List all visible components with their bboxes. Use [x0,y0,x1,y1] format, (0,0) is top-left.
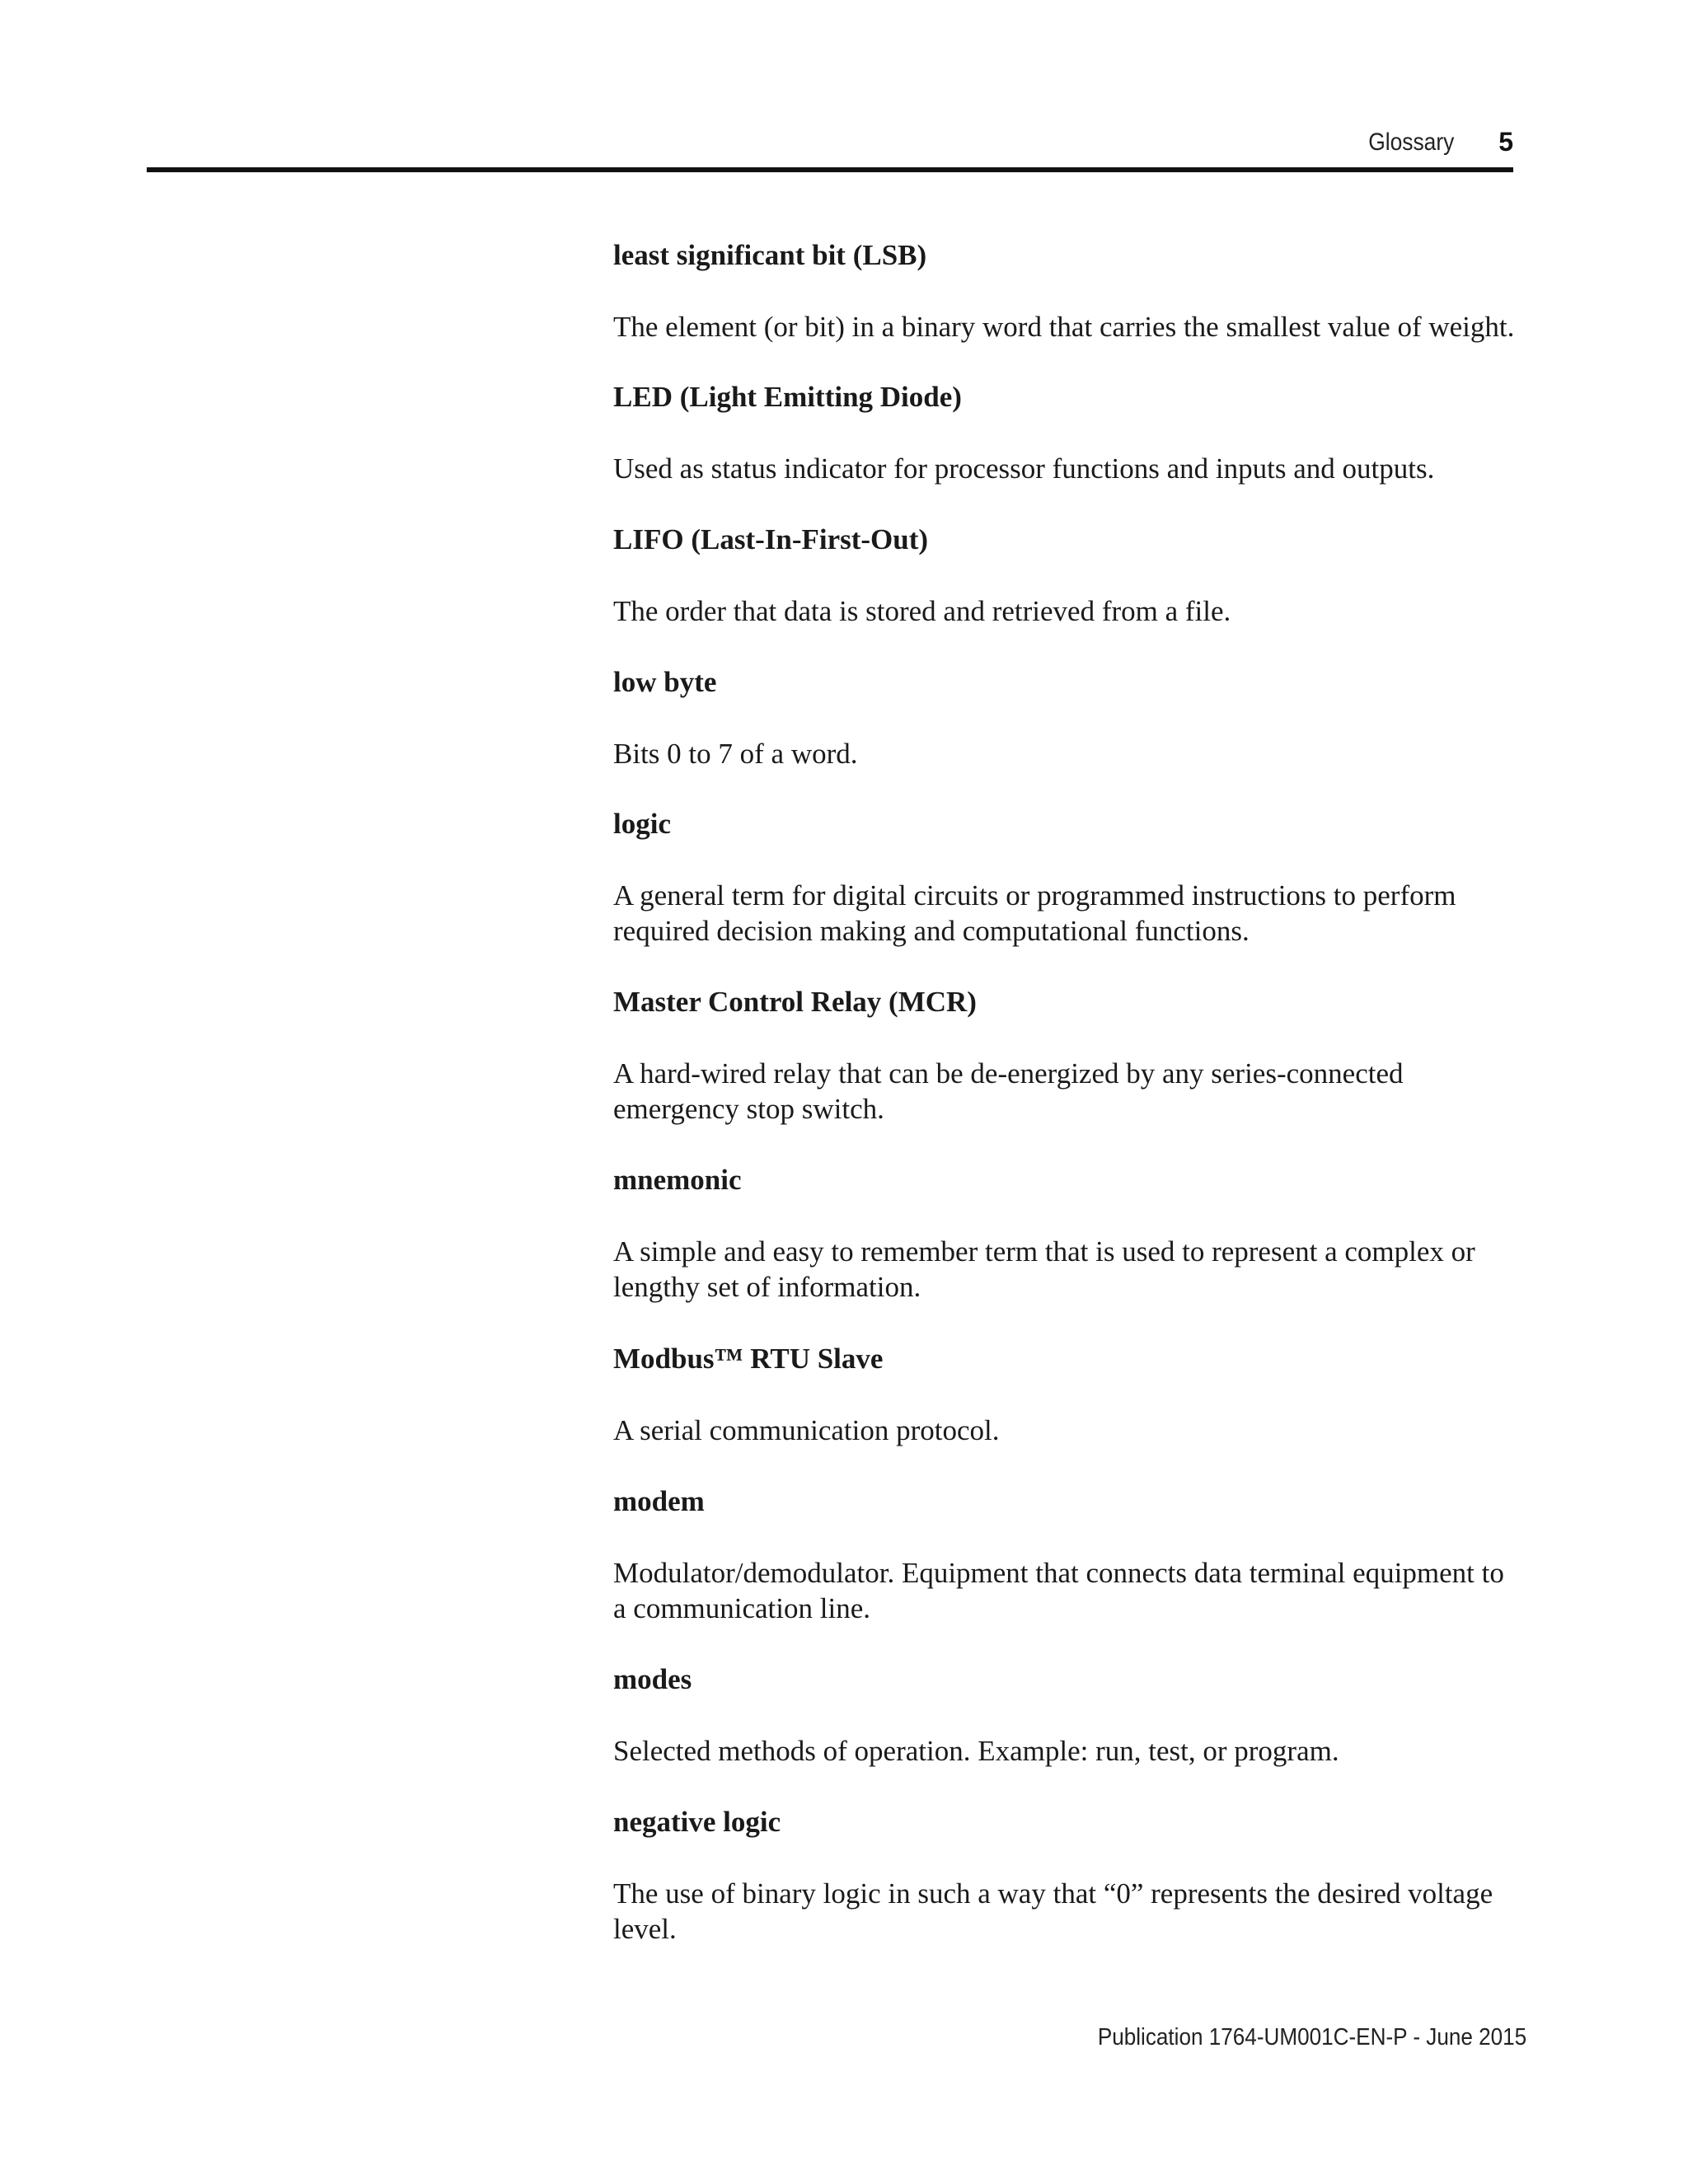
glossary-entry-modbus [613,1341,1520,1448]
glossary-definition: A simple and easy to remember term that is used to represent a complex or lengthy set of information. [613,1235,1475,1303]
glossary-entry-negative-logic [613,1804,1520,1947]
glossary-definition: A serial communication protocol. [613,1414,1000,1446]
page-header [147,124,1513,165]
glossary-term: Master Control Relay (MCR) [613,986,977,1018]
glossary-definition: Selected methods of operation. Example: run, test, or program. [613,1735,1339,1767]
glossary-entry-logic [613,806,1520,949]
glossary-entry-mcr [613,984,1520,1127]
glossary-entry-modem [613,1483,1520,1626]
glossary-definition: The element (or bit) in a binary word that carries the smallest value of weight. [613,311,1515,343]
glossary-definition: A hard-wired relay that can be de-energized by any series-connected emergency stop switch. [613,1057,1404,1125]
glossary-entry-modes [613,1661,1520,1769]
glossary-entry-mnemonic [613,1162,1520,1305]
glossary-entry-led [613,379,1520,486]
publication-footer: Publication 1764-UM001C-EN-P - June 2015 [1097,2024,1526,2050]
section-title: Glossary [1367,129,1454,156]
glossary-term: modem [613,1485,705,1517]
glossary-definition: The order that data is stored and retrieved from a file. [613,595,1231,627]
glossary-definition: Modulator/demodulator. Equipment that connects data terminal equipment to a communication line. [613,1557,1504,1624]
glossary-entry-lsb [613,237,1520,344]
glossary-entry-lifo [613,522,1520,629]
glossary-term: modes [613,1663,692,1695]
glossary-entry-low-byte [613,664,1520,771]
glossary-term: logic [613,808,671,840]
glossary-term: LIFO (Last-In-First-Out) [613,523,929,555]
glossary-definition: Used as status indicator for processor functions and inputs and outputs. [613,452,1435,485]
glossary-term: low byte [613,666,717,698]
glossary-term: Modbus™ RTU Slave [613,1343,884,1375]
glossary-definition: Bits 0 to 7 of a word. [613,738,858,770]
glossary-definition: A general term for digital circuits or programmed instructions to perform required decision making and computational functions. [613,879,1456,947]
glossary-term: LED (Light Emitting Diode) [613,381,962,413]
glossary-term: negative logic [613,1806,781,1838]
header-rule [147,167,1513,172]
glossary-term: least significant bit (LSB) [613,239,927,271]
glossary-definition: The use of binary logic in such a way that “0” represents the desired voltage level. [613,1877,1493,1945]
glossary-term: mnemonic [613,1164,742,1196]
page-number: 5 [1498,127,1513,157]
